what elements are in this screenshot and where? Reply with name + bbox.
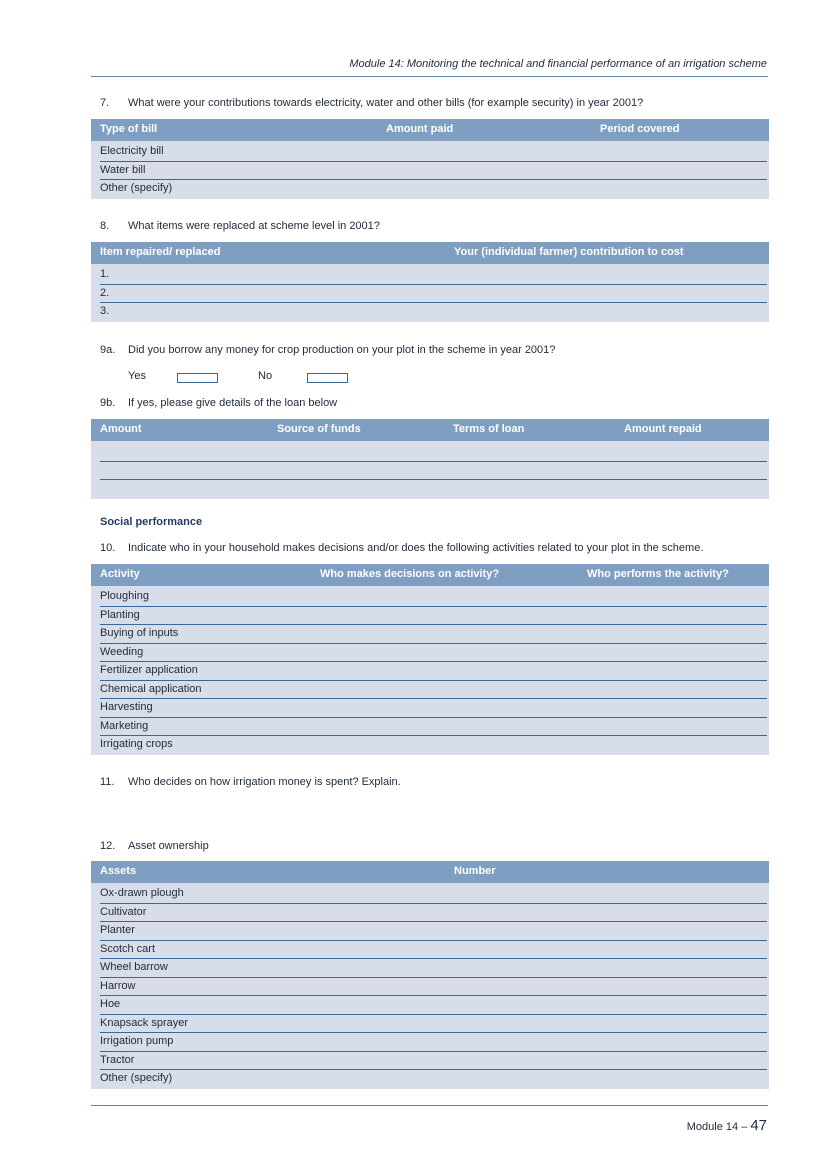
table-row[interactable]: Weeding [100, 644, 767, 663]
table-row[interactable]: Cultivator [100, 904, 767, 923]
question-7 [100, 97, 643, 109]
table-row[interactable]: Harvesting [100, 699, 767, 718]
column-header: Who performs the activity? [587, 568, 729, 580]
question-number: 9b. [100, 397, 116, 409]
table-header [91, 119, 769, 141]
question-11 [100, 776, 401, 788]
question-text: What were your contributions towards electricity, water and other bills (for example security) in year 2001? [128, 97, 644, 109]
table-row[interactable]: Irrigation pump [100, 1033, 767, 1052]
column-header: Amount [100, 423, 142, 435]
question-text: Asset ownership [128, 840, 209, 852]
table-row[interactable]: Hoe [100, 996, 767, 1015]
table-row[interactable]: 1. [100, 266, 767, 285]
table-row[interactable]: Planter [100, 922, 767, 941]
column-header: Your (individual farmer) contribution to cost [454, 246, 684, 258]
question-9a [100, 344, 555, 356]
bills-table [91, 119, 769, 199]
question-text: Did you borrow any money for crop production on your plot in the scheme in year 2001? [128, 344, 556, 356]
column-header: Amount repaid [624, 423, 702, 435]
column-header: Activity [100, 568, 140, 580]
question-number: 10. [100, 542, 116, 554]
table-row[interactable]: 3. [100, 305, 110, 317]
activities-table [91, 564, 769, 755]
yes-checkbox[interactable] [177, 373, 218, 383]
question-number: 9a. [100, 344, 116, 356]
table-row[interactable]: Electricity bill [100, 143, 767, 162]
table-row[interactable] [100, 443, 767, 462]
table-row[interactable]: Knapsack sprayer [100, 1015, 767, 1034]
table-row[interactable]: Fertilizer application [100, 662, 767, 681]
question-8 [100, 220, 380, 232]
column-header: Item repaired/ replaced [100, 246, 221, 258]
page-number: 47 [750, 1117, 767, 1134]
assets-table [91, 861, 769, 1089]
page-footer [687, 1117, 767, 1134]
table-row[interactable]: Marketing [100, 718, 767, 737]
loan-table [91, 419, 769, 499]
section-title: Social performance [100, 516, 203, 528]
column-header: Type of bill [100, 123, 158, 135]
column-header: Assets [100, 865, 137, 877]
column-header: Who makes decisions on activity? [320, 568, 500, 580]
header-divider [91, 76, 768, 77]
question-number: 11. [100, 776, 115, 788]
table-header [91, 419, 769, 441]
table-row[interactable]: Irrigating crops [100, 738, 173, 750]
table-row[interactable]: 2. [100, 285, 767, 304]
question-text: What items were replaced at scheme level in 2001? [128, 220, 380, 232]
table-row[interactable]: Scotch cart [100, 941, 767, 960]
footer-module: Module 14 – [686, 1121, 748, 1133]
table-row[interactable] [100, 480, 767, 499]
no-checkbox[interactable] [307, 373, 348, 383]
table-row[interactable]: Water bill [100, 162, 767, 181]
no-label: No [258, 370, 273, 382]
question-text: Who decides on how irrigation money is spent? Explain. [128, 776, 401, 788]
running-header: Module 14: Monitoring the technical and financial performance of an irrigation scheme [349, 58, 767, 70]
table-row[interactable]: Buying of inputs [100, 625, 767, 644]
yes-label: Yes [128, 370, 146, 382]
question-number: 12. [100, 840, 116, 852]
column-header: Period covered [600, 123, 680, 135]
table-row[interactable]: Other (specify) [100, 182, 173, 194]
column-header: Number [454, 865, 496, 877]
table-row[interactable]: Chemical application [100, 681, 767, 700]
question-12 [100, 840, 209, 852]
table-row[interactable]: Other (specify) [100, 1072, 173, 1084]
table-row[interactable]: Ploughing [100, 588, 767, 607]
table-row[interactable]: Harrow [100, 978, 767, 997]
table-row[interactable]: Ox-drawn plough [100, 885, 767, 904]
question-9b [100, 397, 337, 409]
table-row[interactable]: Tractor [100, 1052, 767, 1071]
footer-divider [91, 1105, 768, 1106]
table-row[interactable]: Wheel barrow [100, 959, 767, 978]
column-header: Source of funds [277, 423, 361, 435]
column-header: Terms of loan [453, 423, 525, 435]
table-header [91, 861, 769, 883]
question-text: If yes, please give details of the loan below [128, 397, 338, 409]
table-header [91, 242, 769, 264]
column-header: Amount paid [386, 123, 454, 135]
table-row[interactable]: Planting [100, 607, 767, 626]
question-number: 8. [100, 220, 110, 232]
question-10 [100, 542, 703, 554]
table-row[interactable] [100, 462, 767, 481]
question-text: Indicate who in your household makes decisions and/or does the following activities related to your plot in the scheme. [128, 542, 704, 554]
table-header [91, 564, 769, 586]
items-replaced-table [91, 242, 769, 322]
question-number: 7. [100, 97, 110, 109]
